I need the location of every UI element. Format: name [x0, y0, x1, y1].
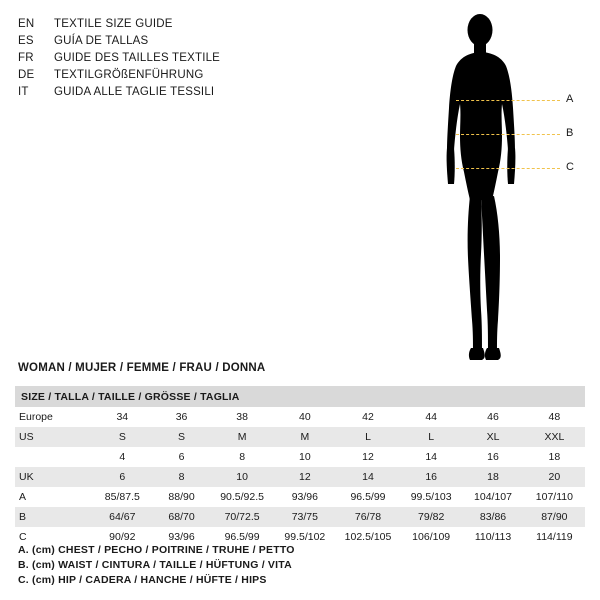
cell: 83/86: [462, 507, 523, 527]
legend-row-a: [18, 543, 578, 558]
cell: 99.5/102: [274, 527, 336, 547]
cell: 85/87.5: [92, 487, 153, 507]
measure-line-a: [456, 100, 560, 101]
measure-label-a: A: [566, 93, 574, 105]
cell: 93/96: [274, 487, 336, 507]
cell: 68/70: [153, 507, 211, 527]
row-label-uk: UK: [15, 467, 92, 487]
table-row: [15, 487, 585, 507]
cell: 8: [211, 447, 274, 467]
language-code-en: EN: [18, 18, 35, 30]
cell: 10: [274, 447, 336, 467]
cell: 14: [336, 467, 400, 487]
cell: 73/75: [274, 507, 336, 527]
language-text-it: GUIDA ALLE TAGLIE TESSILI: [54, 86, 215, 98]
table-row: [15, 507, 585, 527]
cell: 87/90: [524, 507, 585, 527]
cell: 18: [524, 447, 585, 467]
language-text-es: GUÍA DE TALLAS: [54, 35, 149, 47]
cell: 16: [400, 467, 462, 487]
legend-key-a: A. (cm): [18, 544, 55, 556]
language-row-en: [18, 16, 318, 33]
section-title-woman: WOMAN / MUJER / FEMME / FRAU / DONNA: [18, 362, 266, 374]
cell: L: [336, 427, 400, 447]
cell: 90.5/92.5: [211, 487, 274, 507]
measure-line-c: [456, 168, 560, 169]
legend-row-c: [18, 573, 578, 588]
cell: XL: [462, 427, 523, 447]
language-text-de: TEXTILGRÖßENFÜHRUNG: [54, 69, 204, 81]
measure-line-b: [456, 134, 560, 135]
cell: 48: [524, 407, 585, 427]
legend-key-c: C. (cm): [18, 574, 55, 586]
cell: 96.5/99: [336, 487, 400, 507]
table-row: [15, 467, 585, 487]
row-label-europe: Europe: [15, 407, 92, 427]
language-row-fr: [18, 50, 318, 67]
language-text-en: TEXTILE SIZE GUIDE: [54, 18, 173, 30]
cell: M: [274, 427, 336, 447]
cell: 6: [153, 447, 211, 467]
cell: 107/110: [524, 487, 585, 507]
cell: 99.5/103: [400, 487, 462, 507]
cell: M: [211, 427, 274, 447]
cell: 4: [92, 447, 153, 467]
cell: 20: [524, 467, 585, 487]
language-code-fr: FR: [18, 52, 34, 64]
size-table: [15, 386, 585, 547]
language-code-es: ES: [18, 35, 34, 47]
cell: 64/67: [92, 507, 153, 527]
row-label-b: B: [15, 507, 92, 527]
cell: 93/96: [153, 527, 211, 547]
cell: 16: [462, 447, 523, 467]
cell: 110/113: [462, 527, 523, 547]
table-row: [15, 407, 585, 427]
cell: 40: [274, 407, 336, 427]
cell: 10: [211, 467, 274, 487]
cell: 8: [153, 467, 211, 487]
language-row-de: [18, 67, 318, 84]
table-row: [15, 447, 585, 467]
language-code-it: IT: [18, 86, 29, 98]
language-row-it: [18, 84, 318, 101]
cell: 36: [153, 407, 211, 427]
cell: 106/109: [400, 527, 462, 547]
table-header-label: SIZE / TALLA / TAILLE / GRÖSSE / TAGLIA: [15, 386, 585, 407]
legend-text-c: HIP / CADERA / HANCHE / HÜFTE / HIPS: [58, 574, 267, 586]
cell: 96.5/99: [211, 527, 274, 547]
cell: 42: [336, 407, 400, 427]
cell: S: [153, 427, 211, 447]
table-row: [15, 427, 585, 447]
cell: XXL: [524, 427, 585, 447]
cell: 88/90: [153, 487, 211, 507]
language-header: [18, 16, 318, 101]
cell: 104/107: [462, 487, 523, 507]
cell: 114/119: [524, 527, 585, 547]
cell: 12: [274, 467, 336, 487]
cell: 79/82: [400, 507, 462, 527]
measurement-legend: [18, 543, 578, 588]
cell: 6: [92, 467, 153, 487]
cell: 70/72.5: [211, 507, 274, 527]
measure-label-b: B: [566, 127, 574, 139]
cell: S: [92, 427, 153, 447]
cell: 44: [400, 407, 462, 427]
legend-key-b: B. (cm): [18, 559, 55, 571]
legend-text-a: CHEST / PECHO / POITRINE / TRUHE / PETTO: [58, 544, 295, 556]
cell: 34: [92, 407, 153, 427]
body-figure: [430, 8, 590, 368]
row-label-a: A: [15, 487, 92, 507]
language-row-es: [18, 33, 318, 50]
row-label-c: C: [15, 527, 92, 547]
cell: 38: [211, 407, 274, 427]
language-code-de: DE: [18, 69, 35, 81]
cell: L: [400, 427, 462, 447]
cell: 90/92: [92, 527, 153, 547]
cell: 18: [462, 467, 523, 487]
legend-row-b: [18, 558, 578, 573]
measure-label-c: C: [566, 161, 575, 173]
row-label-us-numeric: [15, 447, 92, 467]
cell: 46: [462, 407, 523, 427]
table-header-row: [15, 386, 585, 407]
cell: 14: [400, 447, 462, 467]
legend-text-b: WAIST / CINTURA / TAILLE / HÜFTUNG / VITA: [58, 559, 292, 571]
language-text-fr: GUIDE DES TAILLES TEXTILE: [54, 52, 221, 64]
female-silhouette-icon: [430, 8, 590, 368]
cell: 12: [336, 447, 400, 467]
cell: 102.5/105: [336, 527, 400, 547]
cell: 76/78: [336, 507, 400, 527]
row-label-us: US: [15, 427, 92, 447]
